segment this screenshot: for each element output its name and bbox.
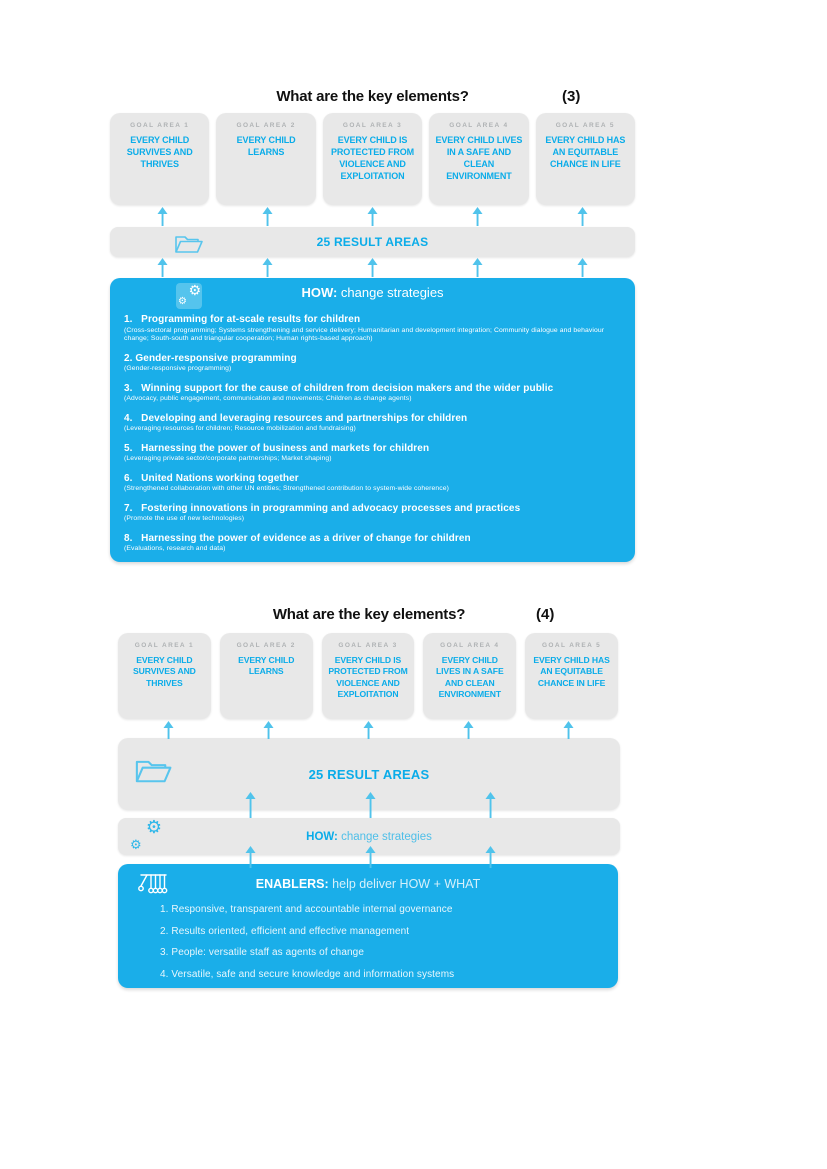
strategy-detail: (Leveraging resources for children; Resource mobilization and fundraising) [124,425,356,433]
how-header [124,285,621,307]
goal-area-label: GOAL AREA 1 [130,122,190,129]
goal-area-4-box [423,633,516,719]
up-arrow-icon [472,207,483,226]
how-title-bold: HOW: [306,830,338,843]
enablers-header [134,877,602,891]
strategy-heading: 4. Developing and leveraging resources and partnerships for children [124,412,468,424]
up-arrow-icon [484,846,496,868]
goal-area-text: EVERY CHILD LIVES IN A SAFE AND CLEAN ENVIRONMENT [435,135,523,181]
goal-area-text: EVERY CHILD LEARNS [238,655,295,677]
up-arrow-icon [563,721,574,739]
goal-area-5-box [536,113,635,205]
goal-area-text: EVERY CHILD SURVIVES AND THRIVES [133,655,196,688]
goal-area-2-box [220,633,313,719]
goal-area-label: GOAL AREA 5 [555,122,615,129]
up-arrow-icon [262,207,273,226]
strategy-heading: 6. United Nations working together [124,472,299,484]
strategy-item-2 [124,353,621,374]
slide-number: (4) [536,606,555,623]
goal-area-row [118,633,618,719]
goal-area-label: GOAL AREA 5 [541,642,602,649]
goal-area-4-box [429,113,528,205]
strategy-item-8 [124,533,621,554]
goal-area-3-box [323,113,422,205]
goal-area-2-box [216,113,315,205]
strategy-item-5 [124,443,621,464]
how-title-rest: change strategies [337,285,444,300]
strategy-heading: 8. Harnessing the power of evidence as a driver of change for children [124,532,471,544]
enabler-item-3: 3. People: versatile staff as agents of change [160,947,364,958]
up-arrow-icon [577,207,588,226]
strategy-item-6 [124,473,621,494]
goal-area-text: EVERY CHILD IS PROTECTED FROM VIOLENCE AND EXPLOITATION [330,135,415,181]
enabler-item-4: 4. Versatile, safe and secure knowledge and information systems [160,968,455,980]
result-areas-label: 25 RESULT AREAS [308,766,430,782]
goal-area-text: EVERY CHILD LEARNS [236,135,296,157]
goal-area-3-box [322,633,415,719]
how-change-strategies-box [110,278,635,562]
up-arrow-icon [157,258,168,277]
arrow-row [110,258,635,277]
strategy-heading: 7. Fostering innovations in programming and advocacy processes and practices [124,502,521,514]
up-arrow-icon [163,721,174,739]
strategy-list [124,314,621,554]
strategy-detail: (Leveraging private sector/corporate partnerships; Market shaping) [124,455,332,463]
strategy-item-1 [124,314,621,344]
up-arrow-icon [463,721,474,739]
enablers-title-bold: ENABLERS: [255,877,329,891]
goal-area-text: EVERY CHILD HAS AN EQUITABLE CHANCE IN LIFE [545,135,626,169]
slide-title: What are the key elements? [272,606,466,623]
up-arrow-icon [364,846,376,868]
strategy-detail: (Gender-responsive programming) [124,365,232,373]
up-arrow-icon [577,258,588,277]
strategy-heading: 2. Gender-responsive programming [124,352,297,364]
goal-area-label: GOAL AREA 2 [236,122,296,129]
goal-area-5-box [525,633,618,719]
gears-icon: ⚙ ⚙ [178,283,201,307]
goal-area-label: GOAL AREA 3 [338,642,398,649]
enabler-item-1: 1. Responsive, transparent and accountable internal governance [160,904,453,915]
arrow-row [118,721,618,739]
strategy-item-3 [124,383,621,404]
result-areas-bar [110,227,635,257]
goal-area-label: GOAL AREA 1 [134,642,195,649]
goal-area-text: EVERY CHILD SURVIVES AND THRIVES [126,135,193,169]
gears-icon: ⚙ ⚙ [130,817,162,853]
folder-icon [173,231,204,259]
strategy-detail: (Strengthened collaboration with other UN entities; Strengthened contribution to system-wide coherence) [124,485,450,493]
up-arrow-icon [484,792,496,818]
goal-area-text: EVERY CHILD LIVES IN A SAFE AND CLEAN ENVIRONMENT [436,655,504,700]
goal-area-1-box [110,113,209,205]
up-arrow-icon [244,792,256,818]
goal-area-label: GOAL AREA 4 [440,642,500,649]
how-title-rest: change strategies [337,830,432,843]
how-bar-label [306,831,432,843]
strategy-detail: (Promote the use of new technologies) [124,515,245,523]
pendulum-icon [138,872,169,899]
up-arrow-icon [262,258,273,277]
enablers-box [118,864,618,988]
goal-area-row [110,113,635,205]
up-arrow-icon [363,721,374,739]
folder-icon [133,754,173,789]
goal-area-text: EVERY CHILD HAS AN EQUITABLE CHANCE IN LIFE [533,655,610,688]
strategy-heading: 1. Programming for at-scale results for children [124,314,361,325]
up-arrow-icon [472,258,483,277]
goal-area-label: GOAL AREA 3 [342,122,403,129]
up-arrow-icon [367,258,378,277]
goal-area-1-box [118,633,211,719]
strategy-item-7 [124,503,621,524]
arrow-row [110,207,635,226]
strategy-heading: 5. Harnessing the power of business and markets for children [124,442,430,454]
goal-area-text: EVERY CHILD IS PROTECTED FROM VIOLENCE AND EXPLOITATION [328,655,408,700]
goal-area-label: GOAL AREA 4 [449,122,509,129]
enabler-list [134,899,602,985]
enabler-item-2: 2. Results oriented, efficient and effective management [160,925,410,937]
slide-3 [110,88,635,566]
result-areas-label: 25 RESULT AREAS [316,235,429,249]
up-arrow-icon [364,792,376,818]
slide-number: (3) [562,88,581,105]
strategy-item-4 [124,413,621,434]
strategy-detail: (Cross-sectoral programming; Systems strengthening and service delivery; Humanitarian and development integration; Community dialogue and behaviour change; South-south and triangular cooperation; Human rights-based approach) [124,326,605,343]
strategy-detail: (Advocacy, public engagement, communication and movements; Children as change agents) [124,395,412,403]
enablers-title-rest: help deliver HOW + WHAT [328,877,481,891]
up-arrow-icon [263,721,274,739]
how-title-bold: HOW: [301,285,338,300]
strategy-detail: (Evaluations, research and data) [124,545,226,553]
up-arrow-icon [367,207,378,226]
up-arrow-icon [157,207,168,226]
strategy-heading: 3. Winning support for the cause of children from decision makers and the wider public [124,382,554,394]
slide-4 [118,604,620,990]
goal-area-label: GOAL AREA 2 [236,642,296,649]
up-arrow-icon [244,846,256,868]
slide-title: What are the key elements? [276,88,469,105]
